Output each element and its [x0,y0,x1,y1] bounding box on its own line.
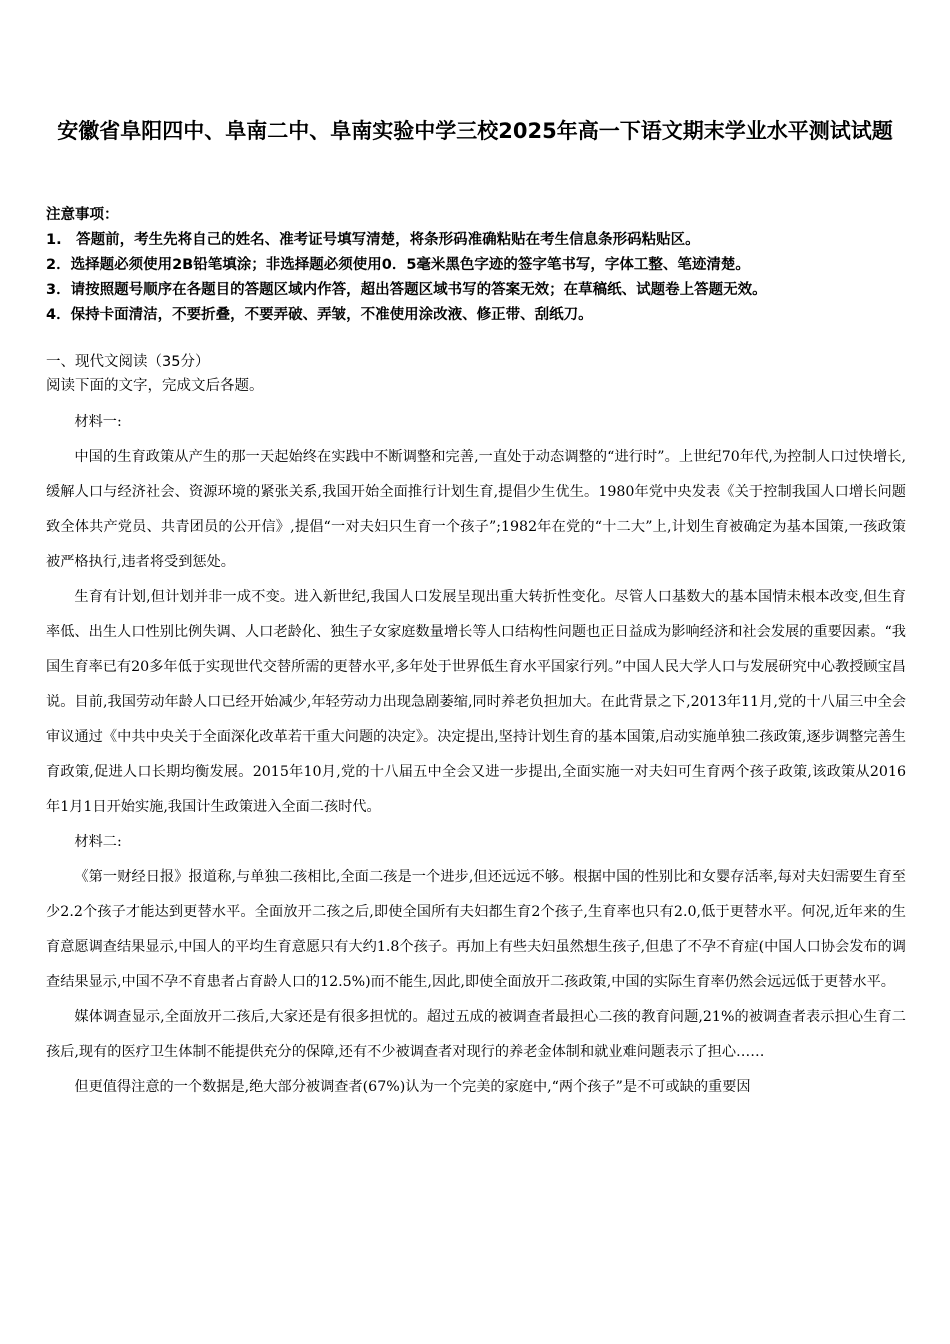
material-two-paragraph: 媒体调查显示,全面放开二孩后,大家还是有很多担忧的。超过五成的被调查者最担心二孩的教育问题,21%的被调查者表示担心生育二孩后,现有的医疗卫生体制不能提供充分的保障,还有不少被调查者对现行的养老金体制和就业难问题表示了担心…… [46,1009,906,1060]
section-heading: 一、现代文阅读（35分） [46,354,210,370]
material-one-paragraph: 生育有计划,但计划并非一成不变。进入新世纪,我国人口发展呈现出重大转折性变化。尽管人口基数大的基本国情未根本改变,但生育率低、出生人口性别比例失调、人口老龄化、独生子女家庭数量增长等人口结构性问题也正日益成为影响经济和社会发展的重要因素。“我国生育率已有20多年低于实现世代交替所需的更替水平,多年处于世界低生育水平国家行列。”中国人民大学人口与发展研究中心教授顾宝昌说。目前,我国劳动年龄人口已经开始减少,年轻劳动力出现急剧萎缩,同时养老负担加大。在此背景之下,2013年11月,党的十八届三中全会审议通过《中共中央关于全面深化改革若干重大问题的决定》。决定提出,坚持计划生育的基本国策,启动实施单独二孩政策,逐步调整完善生育政策,促进人口长期均衡发展。2015年10月,党的十八届五中全会又进一步提出,全面实施一对夫妇可生育两个孩子政策,该政策从2016年1月1日开始实施,我国计生政策进入全面二孩时代。 [46,589,906,815]
notice-item: 4．保持卡面清洁，不要折叠，不要弄破、弄皱，不准使用涂改液、修正带、刮纸刀。 [46,307,593,323]
notice-item: 3．请按照题号顺序在各题目的答题区域内作答，超出答题区域书写的答案无效；在草稿纸、试题卷上答题无效。 [46,282,767,298]
exam-title: 安徽省阜阳四中、阜南二中、阜南实验中学三校2025年高一下语文期末学业水平测试试题 [57,119,893,143]
material-one-label: 材料一: [74,414,122,430]
notice-block [46,203,906,328]
reading-passage [46,405,906,1105]
material-two-label: 材料二: [74,834,122,850]
section-instruction: 阅读下面的文字，完成文后各题。 [46,378,264,394]
section-header [46,350,906,398]
material-two-paragraph: 但更值得注意的一个数据是,绝大部分被调查者(67%)认为一个完美的家庭中,“两个孩子”是不可或缺的重要因 [74,1079,751,1095]
notice-item: 2．选择题必须使用2B铅笔填涂；非选择题必须使用0．5毫米黑色字迹的签字笔书写，字体工整、笔迹清楚。 [46,257,750,273]
notice-heading: 注意事项： [46,207,119,223]
material-two-paragraph: 《第一财经日报》报道称,与单独二孩相比,全面二孩是一个进步,但还远远不够。根据中国的性别比和女婴存活率,每对夫妇需要生育至少2.2个孩子才能达到更替水平。全面放开二孩之后,即使全国所有夫妇都生育2个孩子,生育率也只有2.0,低于更替水平。何况,近年来的生育意愿调查结果显示,中国人的平均生育意愿只有大约1.8个孩子。再加上有些夫妇虽然想生孩子,但患了不孕不育症(中国人口协会发布的调查结果显示,中国不孕不育患者占育龄人口的12.5%)而不能生,因此,即使全面放开二孩政策,中国的实际生育率仍然会远远低于更替水平。 [46,869,906,990]
notice-item: 1. 答题前，考生先将自己的姓名、准考证号填写清楚，将条形码准确粘贴在考生信息条形码粘贴区。 [46,232,700,248]
material-one-paragraph: 中国的生育政策从产生的那一天起始终在实践中不断调整和完善,一直处于动态调整的“进行时”。上世纪70年代,为控制人口过快增长,缓解人口与经济社会、资源环境的紧张关系,我国开始全面推行计划生育,提倡少生优生。1980年党中央发表《关于控制我国人口增长问题致全体共产党员、共青团员的公开信》,提倡“一对夫妇只生育一个孩子”;1982年在党的“十二大”上,计划生育被确定为基本国策,一孩政策被严格执行,违者将受到惩处。 [46,449,906,570]
